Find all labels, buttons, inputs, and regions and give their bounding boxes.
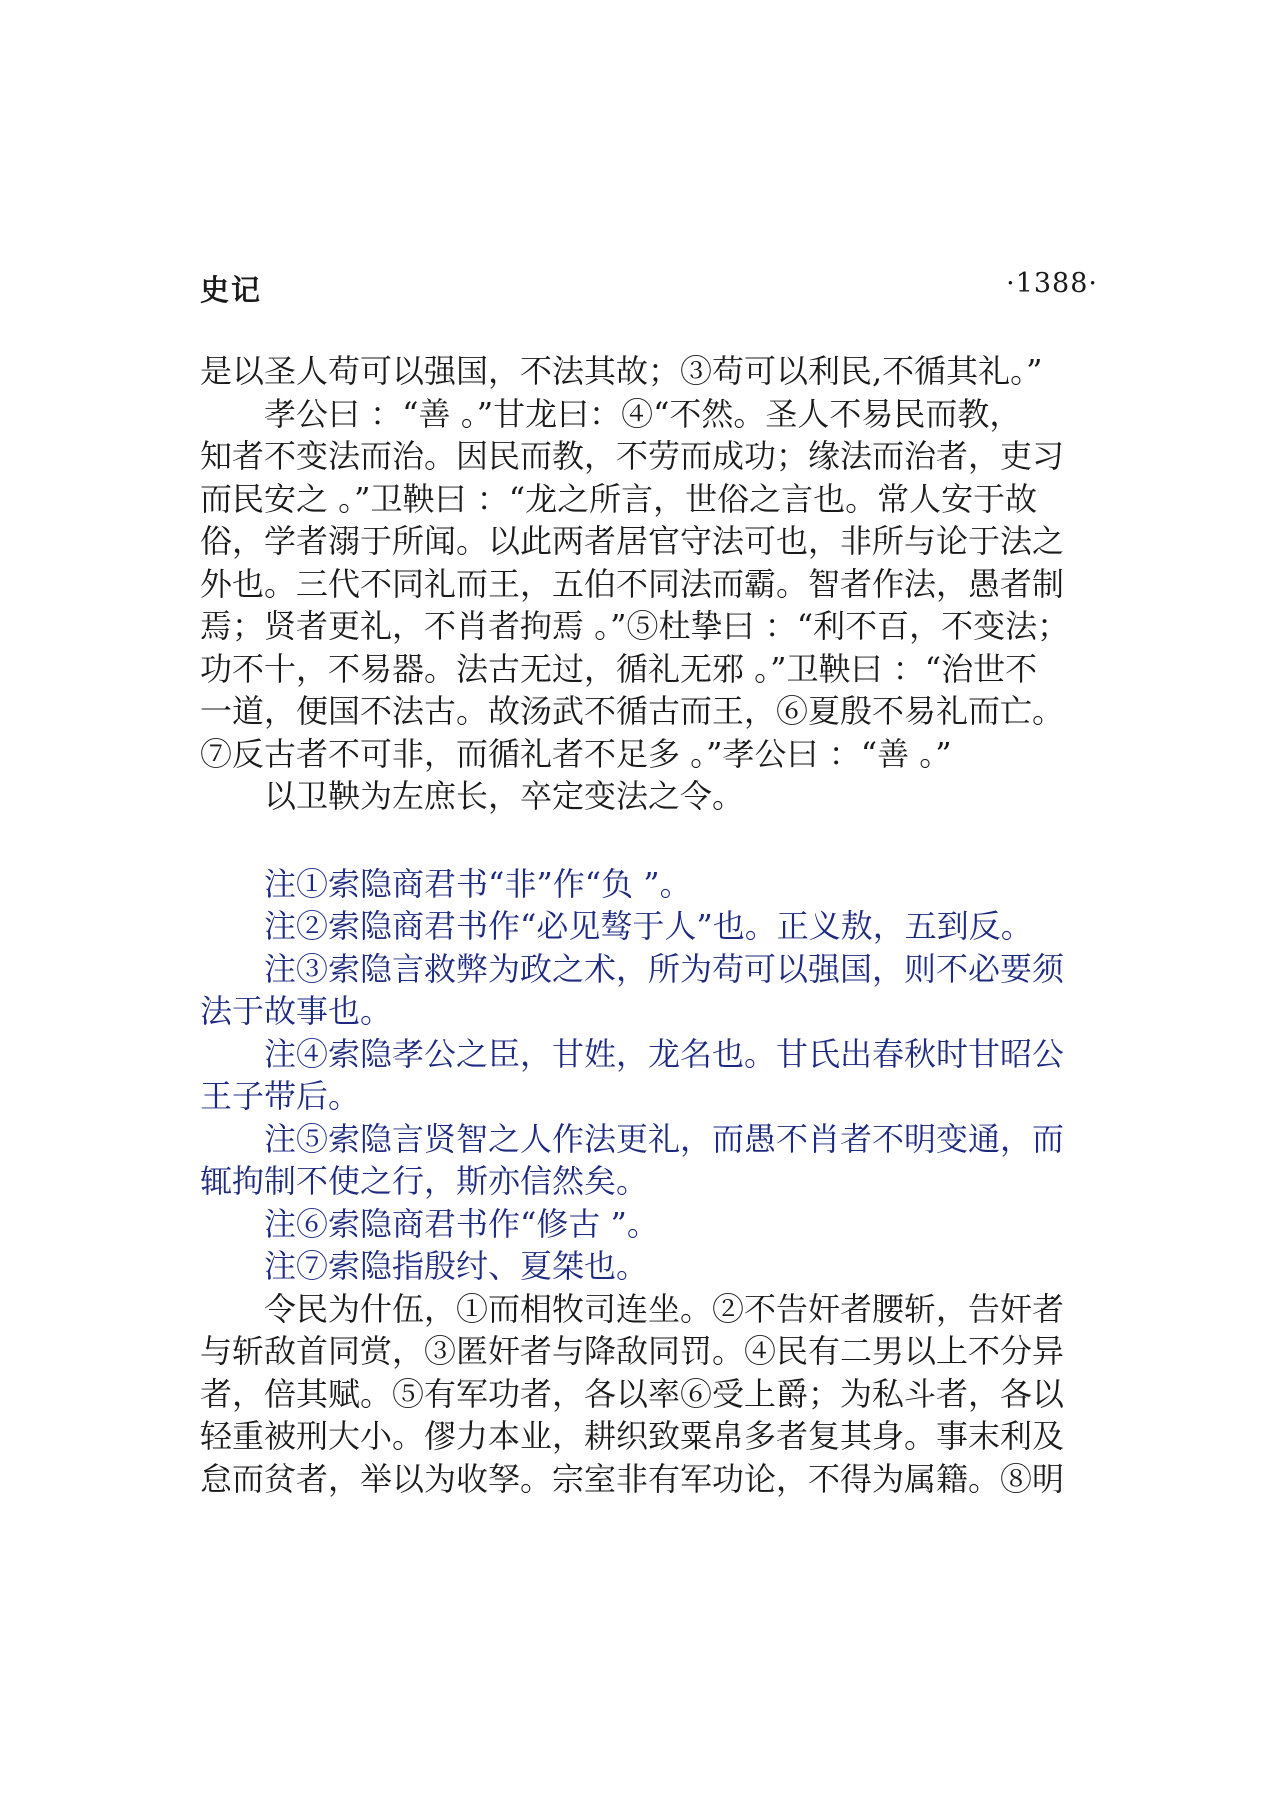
text-line: ⑦反古者不可非，而循礼者不足多 。”孝公曰 ：“善 。”: [200, 734, 952, 773]
text-line: 知者不变法而治。因民而教，不劳而成功；缘法而治者，吏习: [200, 437, 1065, 475]
running-head: [200, 268, 1098, 308]
text-line: 而民安之 。”卫鞅曰 ：“龙之所言，世俗之言也。常人安于故: [200, 479, 1038, 518]
text-line: 者，倍其赋。⑤有军功者，各以率⑥受上爵；为私斗者，各以: [200, 1374, 1065, 1413]
text-line: 怠而贫者，举以为收孥。宗室非有军功论，不得为属籍。⑧明: [200, 1459, 1065, 1498]
text-line: 令民为什伍，①而相牧司连坐。②不告奸者腰斩，告奸者: [264, 1289, 1065, 1328]
book-title: 史记: [200, 273, 263, 307]
note-line: 辄拘制不使之行，斯亦信然矣。: [200, 1162, 649, 1200]
text-line: 外也。三代不同礼而王，五伯不同法而霸。智者作法，愚者制: [200, 564, 1065, 603]
body-text: [200, 350, 1110, 1500]
note-line: 注③索隐言救弊为政之术，所为苟可以强国，则不必要须: [264, 949, 1065, 988]
note-line: 注④索隐孝公之臣，甘姓，龙名也。甘氏出春秋时甘昭公: [264, 1034, 1065, 1073]
note-line: 注⑥索隐商君书作“修古 ”。: [264, 1204, 659, 1243]
note-line: 王子带后。: [200, 1077, 361, 1115]
text-line: 一道，便国不法古。故汤武不循古而王，⑥夏殷不易礼而亡。: [200, 692, 1065, 730]
text-line: 孝公曰 ：“善 。”甘龙曰：④“不然。圣人不易民而教，: [264, 394, 1022, 433]
text-line: 以卫鞅为左庶长，卒定变法之令。: [264, 777, 745, 815]
note-line: 法于故事也。: [200, 992, 393, 1030]
note-line: 注⑦索隐指殷纣、夏桀也。: [264, 1247, 649, 1285]
text-line: 俗，学者溺于所闻。以此两者居官守法可也，非所与论于法之: [200, 522, 1065, 560]
note-line: 注①索隐商君书“非”作“负 ”。: [264, 864, 692, 903]
note-line: 注②索隐商君书作“必见骜于人”也。正义敖，五到反。: [264, 907, 1033, 945]
page-number: ·1388·: [1006, 268, 1098, 299]
note-line: 注⑤索隐言贤智之人作法更礼，而愚不肖者不明变通，而: [264, 1119, 1065, 1158]
text-line: 是以圣人苟可以强国，不法其故；③苟可以利民,不循其礼。”: [200, 352, 1043, 390]
text-line: 焉；贤者更礼，不肖者拘焉 。”⑤杜挚曰 ：“利不百，不变法；: [200, 607, 1070, 645]
section-gap: [200, 818, 1110, 863]
text-line: 与斩敌首同赏，③匿奸者与降敌同罚。④民有二男以上不分异: [200, 1332, 1065, 1370]
text-line: 功不十，不易器。法古无过，循礼无邪 。”卫鞅曰 ：“治世不: [200, 649, 1038, 688]
text-line: 轻重被刑大小。僇力本业，耕织致粟帛多者复其身。事末利及: [200, 1417, 1065, 1455]
